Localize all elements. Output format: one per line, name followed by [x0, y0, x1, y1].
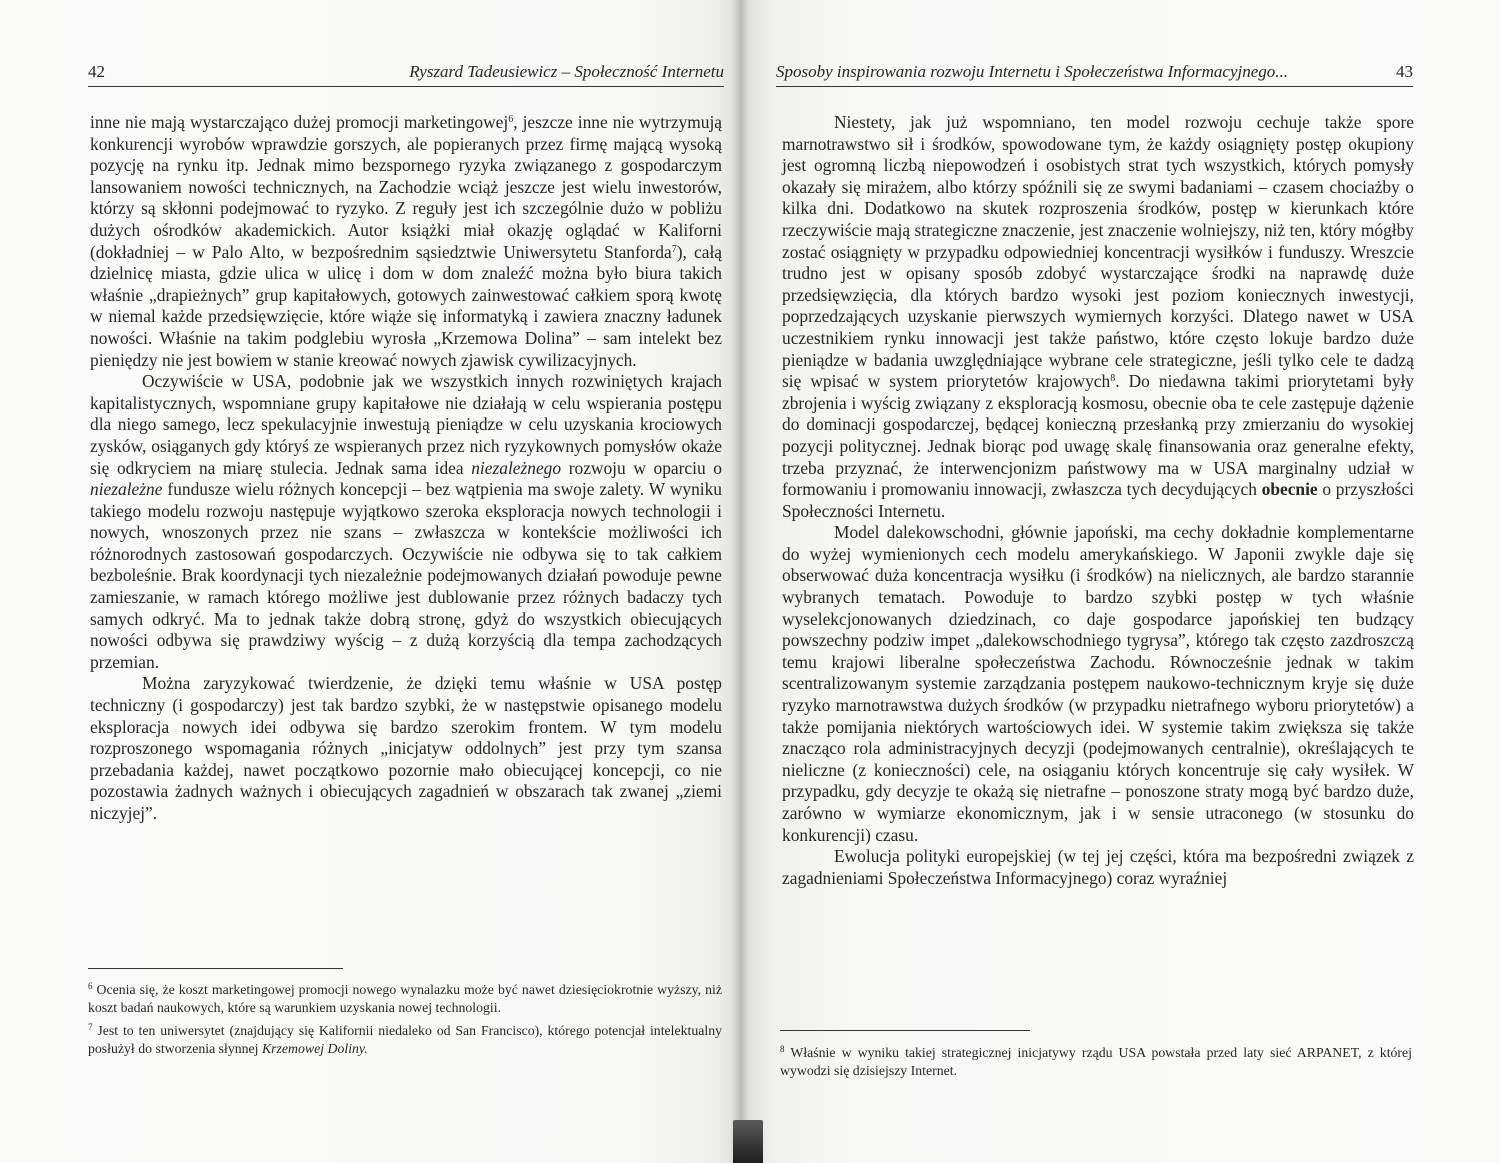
- left-running-header: [88, 62, 724, 87]
- footnote-separator: [780, 1030, 1030, 1031]
- page-number-right: 43: [1396, 62, 1413, 81]
- left-footnotes: [88, 981, 722, 1063]
- emphasis: Krzemowej Doliny.: [261, 1040, 368, 1056]
- running-head-left: Ryszard Tadeusiewicz – Społeczność Internetu: [409, 62, 724, 81]
- left-body-text: [90, 112, 722, 825]
- footnote-ref[interactable]: 6: [508, 114, 514, 125]
- paragraph: inne nie mają wystarczająco dużej promocji marketingowej$^6$, jeszcze inne nie wytrzymują konkurencji wyrobów wprawdzie gorszych, ale popieranych przez firmę mającą wysoką pozycję na rynku itp. Jednak mimo bezspornego ryzyka związanego z gospodarczym lansowaniem nowości technicznych, na Zachodzie wciąż jeszcze jest wielu inwestorów, którzy są skłonni podejmować to ryzyko. Z reguły jest ich szczególnie dużo w pobliżu dużych ośrodków akademickich. Autor książki miał okazję oglądać w Kaliforni (dokładniej – w Palo Alto, w bezpośrednim sąsiedztwie Uniwersytetu Stanforda$^7$), całą dzielnicę miasta, gdzie ulica w ulicę i dom w dom znaleźć można było biura takich właśnie „drapieżnych” grup kapitałowych, gotowych zainwestować całkiem sporą kwotę w niemal każde przedsięwzięcie, które wiąże się informatyką i zawiera znaczny ładunek nowości. Właśnie na takim podglebiu wyrosła „Krzemowa Dolina” – sam intelekt bez pieniędzy nie jest bowiem w stanie kreować nowych zjawisk cywilizacyjnych.: [90, 112, 723, 370]
- footnote: $^6$ Ocenia się, że koszt marketingowej promocji nowego wynalazku może być nawet dziesięciokrotnie wyższy, niż koszt badań naukowych, które są warunkiem uzyskania nowej technologii.: [88, 981, 722, 1015]
- paragraph: Model dalekowschodni, głównie japoński, ma cechy dokładnie komplementarne do wyżej wymienionych cech modelu amerykańskiego. W Japonii zwykle daje się obserwować duża koncentracja wysiłku (i środków) na nielicznych, ale bardzo starannie wybranych tematach. Powoduje to bardzo szybki postęp w tych właśnie wyselekcjonowanych dziedzinach, co daje gospodarce japońskiej ten budzący powszechny podziw impet „dalekowschodniego tygrysa”, którego tak często zazdroszczą temu krajowi liberalne społeczeństwa Zachodu. Równocześnie jednak w takim scentralizowanym systemie zarządzania postępem naukowo-technicznym kryje się duże ryzyko marnotrawstwa dużych środków (w przypadku nietrafnego wyboru priorytetów) a także pomijania niektórych wartościowych idei. W systemie takim zwiększa się także znacząco rola administracyjnych decyzji (podejmowanych centralnie), określających te nieliczne (z konieczności) cele, na osiąganiu których koncentruje się cały wysiłek. W przypadku, gdy decyzje te okażą się nietrafne – ponoszone straty mogą być bardzo duże, zarówno w wymiarze ekonomicznym, jak i w sensie utraconego (w stosunku do konkurencji) czasu.: [782, 522, 1414, 845]
- bold-emphasis: obecnie: [1261, 479, 1318, 500]
- footnote-mark: 8: [780, 1044, 785, 1054]
- footnote-ref[interactable]: 8: [1110, 373, 1116, 385]
- footnote-mark: 6: [88, 981, 93, 991]
- left-page: [0, 0, 740, 1163]
- right-page: [740, 0, 1500, 1163]
- book-spine-edge: [733, 1120, 763, 1163]
- running-head-right: Sposoby inspirowania rozwoju Internetu i Społeczeństwa Informacyjnego...: [776, 62, 1289, 81]
- footnote: $^7$ Jest to ten uniwersytet (znajdujący się Kalifornii niedaleko od San Francisco), którego potencjał intelektualny posłużył do stworzenia słynnej Krzemowej Doliny.: [88, 1022, 722, 1056]
- footnote-separator: [88, 968, 343, 969]
- page-number-left: 42: [88, 62, 105, 81]
- emphasis: niezależne: [90, 479, 163, 500]
- paragraph: Niestety, jak już wspomniano, ten model rozwoju cechuje także spore marnotrawstwo sił i środków, spowodowane tym, że każdy osiągnięty postęp okupiony jest ogromną liczbą niepowodzeń i osobistych strat tych wszystkich, których pomysły okazały się mirażem, albo którzy spóźnili się ze swymi badaniami – czasem chociażby o kilka dni. Dodatkowo na skutek rozproszenia środków, postęp w kierunkach które rzeczywiście mają strategiczne znaczenie, jest znaczenie wolniejszy, niż ten, który mógłby zostać osiągnięty w przypadku odpowiedniej koncentracji wysiłków i funduszy. Wreszcie trudno jest w opisany sposób zdobyć wystarczające środki na naprawdę duże przedsięwzięcia, dla których bardzo wysoki jest poziom koniecznych inwestycji, poprzedzających uzyskanie pierwszych wymiernych korzyści. Dlatego nawet w USA uczestnikiem rynku innowacji jest także państwo, które często lokuje bardzo duże pieniądze w badania uwzględniające wybrane cele strategiczne, jeśli tylko cele te dadzą się wpisać w system priorytetów krajowych$^8$. Do niedawna takimi priorytetami były zbrojenia i wyścig związany z eksploracją kosmosu, obecnie oba te cele zastępuje dążenie do dominacji gospodarczej, będącej konieczną przesłanką przy zmierzaniu do wysokiej pozycji politycznej. Jednak biorąc pod uwagę skalę finansowania oraz generalne efekty, trzeba przyznać, że interwencjonizm państwowy ma w USA marginalny udział w formowaniu i promowaniu innowacji, zwłaszcza tych decydujących obecnie o przyszłości Społeczności Internetu.: [782, 112, 1414, 521]
- right-body-text: [782, 112, 1414, 889]
- footnote-mark: 7: [88, 1022, 93, 1033]
- paragraph: Oczywiście w USA, podobnie jak we wszystkich innych rozwiniętych krajach kapitalistycznych, wspomniane grupy kapitałowe nie działają w celu wspierania postępu dla niego samego, lecz spekulacyjnie inwestują pieniądze w celu uzyskania krociowych zysków, osiąganych gdy któryś ze wspieranych przez nich ryzykownych pomysłów okaże się odkryciem na miarę stulecia. Jednak sama idea niezależnego rozwoju w oparciu o niezależne fundusze wielu różnych koncepcji – bez wątpienia ma swoje zalety. W wyniku takiego modelu rozwoju następuje wyjątkowo szeroka eksploracja nowych technologii i nowych, wnoszonych przez nie szans – zwłaszcza w kontekście możliwości ich różnorodnych zastosowań gospodarczych. Oczywiście nie odbywa się to tak całkiem bezboleśnie. Brak koordynacji tych niezależnie podejmowanych działań powoduje pewne zamieszanie, w ramach którego możliwe jest dublowanie przez różnych badaczy tych samych odkryć. Ma to jednak także dobrą stronę, gdyż do wszystkich obiecujących nowości odbywa się prawdziwy wyścig – z dużą korzyścią dla tempa zachodzących przemian.: [90, 371, 723, 672]
- footnote-ref[interactable]: 7: [671, 243, 677, 255]
- emphasis: niezależnego: [471, 457, 562, 478]
- footnote: $^8$ Właśnie w wyniku takiej strategicznej inicjatywy rządu USA powstała przed laty sieć ARPANET, z której wywodzi się dzisiejszy Internet.: [780, 1044, 1412, 1078]
- right-footnotes: [780, 1044, 1412, 1085]
- paragraph: Można zaryzykować twierdzenie, że dzięki temu właśnie w USA postęp techniczny (i gospodarczy) jest tak bardzo szybki, że w następstwie opisanego modelu eksploracja nowych idei odbywa się bardzo szerokim frontem. W tym modelu rozproszonego wspomagania różnych „inicjatyw oddolnych” jest przy tym szansa przebadania każdej, nawet początkowo pozornie mało obiecującej koncepcji, co nie pozostawia żadnych ważnych i obiecujących zagadnień w obszarach tak zwanej „ziemi niczyjej”.: [90, 673, 722, 823]
- paragraph: Ewolucja polityki europejskiej (w tej jej części, która ma bezpośredni związek z zagadnieniami Społeczeństwa Informacyjnego) coraz wyraźniej: [782, 846, 1414, 888]
- right-running-header: [776, 62, 1413, 87]
